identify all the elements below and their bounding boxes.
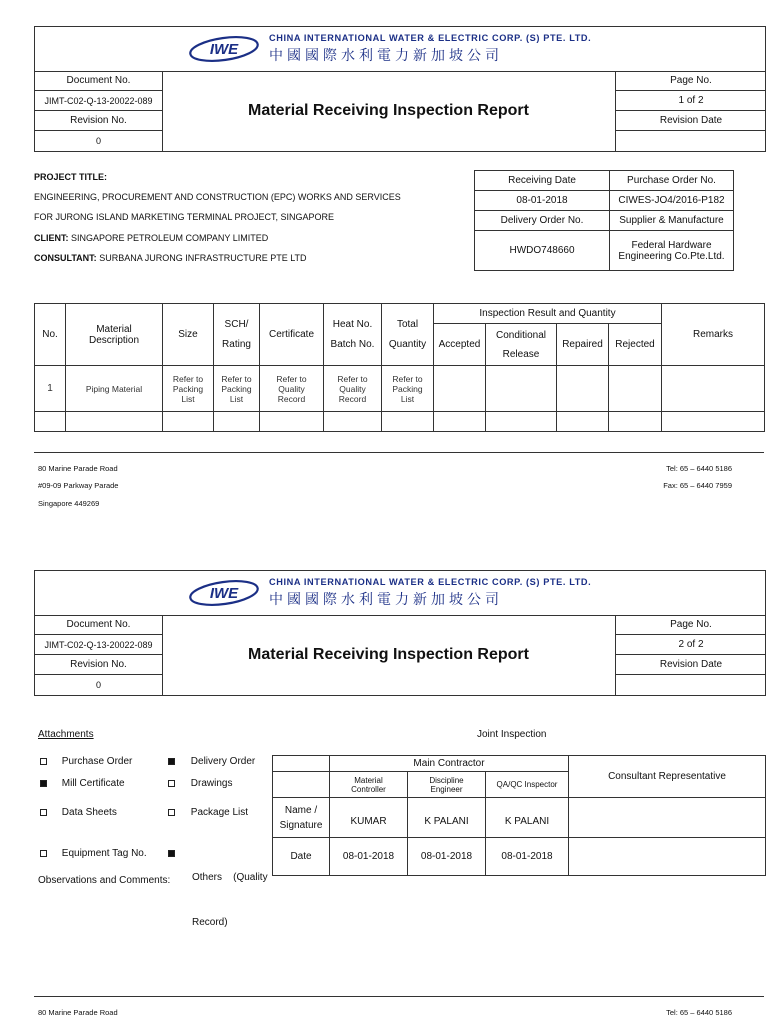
ji-name-signature-label: [273, 798, 330, 838]
col-cond-line1: Conditional: [495, 329, 547, 341]
col-sch-rating: [214, 304, 260, 366]
ji-date-de: 08-01-2018: [408, 838, 486, 876]
attachment-drawings: [168, 778, 232, 789]
attachment-label: Purchase Order: [61, 756, 133, 767]
col-conditional-release: [486, 324, 557, 366]
client-line: [34, 233, 268, 243]
row2-no: [35, 412, 66, 432]
company-logo: [187, 35, 261, 63]
checkbox-icon: [40, 850, 47, 857]
row1-cert-l2: Quality: [278, 383, 305, 394]
row1-size: [163, 366, 214, 412]
page1-header: [34, 26, 766, 152]
attachment-package-list: [168, 807, 248, 818]
report-title: Material Receiving Inspection Report: [248, 102, 529, 119]
company-name-cn: 中國國際水利電力新加坡公司: [269, 48, 503, 64]
col-total-line2: Quantity: [388, 338, 427, 350]
rev-no-label: Revision No.: [35, 111, 162, 131]
others-line-2: Record): [192, 917, 228, 928]
ji-date-label: Date: [273, 838, 330, 876]
col-size: Size: [163, 304, 214, 366]
doc-info-left: [35, 615, 163, 695]
checkbox-icon: [40, 758, 47, 765]
row2-rejected: [609, 412, 662, 432]
row1-total: [382, 366, 434, 412]
doc-no-label: Document No.: [35, 71, 162, 91]
rev-date: [616, 675, 766, 695]
row1-sch-l2: Packing: [221, 383, 252, 394]
row1-remarks: [662, 366, 765, 412]
row2-total: [382, 412, 434, 432]
col-total-line1: Total: [396, 318, 419, 330]
row1-heat: [324, 366, 382, 412]
row1-no: 1: [35, 366, 66, 412]
checkbox-checked-icon: [40, 780, 47, 787]
checkbox-checked-icon: [168, 758, 175, 765]
row1-rejected: [609, 366, 662, 412]
attachment-equipment-tag: [40, 848, 147, 859]
page-no-label: Page No.: [616, 71, 766, 91]
col-heat-batch: [324, 304, 382, 366]
col-remarks: Remarks: [662, 304, 765, 366]
client-value: SINGAPORE PETROLEUM COMPANY LIMITED: [71, 233, 269, 243]
receiving-date-label: Receiving Date: [475, 171, 610, 191]
row1-heat-l1: Refer to: [337, 373, 368, 384]
doc-info-right: [615, 71, 766, 151]
attachment-label: Package List: [190, 807, 249, 818]
col-inspection-group: Inspection Result and Quantity: [434, 304, 662, 324]
row2-heat: [324, 412, 382, 432]
ji-de-line2: Engineer: [430, 784, 463, 794]
purchase-order-no: CIWES-JO4/2016-P182: [610, 191, 734, 211]
ji-date-mc: 08-01-2018: [330, 838, 408, 876]
receiving-info-table: [474, 170, 734, 271]
attachment-label: Delivery Order: [190, 756, 256, 767]
attachment-label: Drawings: [190, 778, 233, 789]
row2-remarks: [662, 412, 765, 432]
company-logo: [187, 579, 261, 607]
joint-inspection-label: Joint Inspection: [477, 729, 547, 740]
delivery-order-label: Delivery Order No.: [475, 211, 610, 231]
consultant-label: CONSULTANT:: [34, 253, 97, 263]
row1-sch-l1: Refer to: [221, 373, 252, 384]
row1-size-l2: Packing: [172, 383, 204, 394]
observations-label: Observations and Comments:: [38, 875, 171, 886]
delivery-order-no: HWDO748660: [475, 231, 610, 271]
footer-address-2: #09-09 Parkway Parade: [38, 481, 119, 490]
doc-no-label: Document No.: [35, 615, 162, 635]
project-line-1: ENGINEERING, PROCUREMENT AND CONSTRUCTION (EPC) WORKS AND SERVICES: [34, 192, 401, 202]
ji-name-consultant: [569, 798, 766, 838]
footer-address-1: 80 Marine Parade Road: [38, 464, 118, 473]
company-name-en: CHINA INTERNATIONAL WATER & ELECTRIC CORP. (S) PTE. LTD.: [269, 577, 592, 587]
rev-no-label: Revision No.: [35, 655, 162, 675]
row2-conditional: [486, 412, 557, 432]
col-certificate: Certificate: [260, 304, 324, 366]
doc-no: JIMT-C02-Q-13-20022-089: [35, 635, 162, 655]
ji-consultant-rep: Consultant Representative: [569, 756, 766, 798]
col-desc-line1: Material: [96, 323, 132, 335]
attachment-data-sheets: [40, 807, 117, 818]
col-sch-line2: Rating: [222, 338, 251, 350]
checkbox-icon: [168, 809, 175, 816]
page-no: 1 of 2: [616, 91, 766, 111]
footer-address-1: 80 Marine Parade Road: [38, 1008, 118, 1017]
attachment-label: Data Sheets: [61, 807, 117, 818]
ji-mc-line2: Controller: [351, 784, 386, 794]
row1-size-l1: Refer to: [172, 373, 204, 384]
attachment-others-label: [192, 840, 268, 945]
row1-cert: [260, 366, 324, 412]
receiving-date: 08-01-2018: [475, 191, 610, 211]
col-desc-line2: Description: [88, 334, 140, 346]
joint-inspection-table: [272, 755, 766, 876]
ji-material-controller: [330, 772, 408, 798]
attachment-purchase-order: [40, 756, 132, 767]
company-name-en: CHINA INTERNATIONAL WATER & ELECTRIC CORP. (S) PTE. LTD.: [269, 33, 592, 43]
ji-date-consultant: [569, 838, 766, 876]
footer-divider: [34, 452, 764, 453]
footer-divider: [34, 996, 764, 997]
attachments-label: Attachments: [38, 729, 94, 740]
rev-no: 0: [95, 680, 101, 690]
attachment-delivery-order: [168, 756, 255, 767]
col-heat-line2: Batch No.: [330, 338, 375, 350]
purchase-order-label: Purchase Order No.: [610, 171, 734, 191]
attachment-label: Equipment Tag No.: [61, 848, 147, 859]
supplier-line-2: Engineering Co.Pte.Ltd.: [618, 250, 725, 262]
footer-fax: Fax: 65 – 6440 7959: [663, 481, 732, 490]
supplier-label: Supplier & Manufacture: [610, 211, 734, 231]
ji-corner: [273, 756, 330, 772]
row2-repaired: [557, 412, 609, 432]
consultant-line: [34, 253, 307, 263]
ji-name-mc: KUMAR: [330, 798, 408, 838]
row1-description: Piping Material: [66, 366, 163, 412]
page-no-label: Page No.: [616, 615, 766, 635]
company-name-cn: 中國國際水利電力新加坡公司: [269, 592, 503, 608]
checkbox-icon: [40, 809, 47, 816]
row2-accepted: [434, 412, 486, 432]
page-no: 2 of 2: [616, 635, 766, 655]
page2-header: [34, 570, 766, 696]
others-line-1: Others (Quality: [192, 872, 268, 883]
row1-conditional: [486, 366, 557, 412]
row2-desc: [66, 412, 163, 432]
ji-mc-line1: Material: [354, 775, 383, 785]
col-repaired: Repaired: [557, 324, 609, 366]
ji-discipline-engineer: [408, 772, 486, 798]
client-label: CLIENT:: [34, 233, 69, 243]
row2-size: [163, 412, 214, 432]
rev-no: 0: [95, 136, 101, 146]
company-banner: [35, 571, 765, 616]
inspection-table: [34, 303, 765, 432]
row1-heat-l2: Quality: [339, 383, 366, 394]
footer-address-3: Singapore 449269: [38, 499, 100, 508]
col-total-qty: [382, 304, 434, 366]
project-line-2: FOR JURONG ISLAND MARKETING TERMINAL PROJECT, SINGAPORE: [34, 212, 335, 222]
consultant-value: SURBANA JURONG INFRASTRUCTURE PTE LTD: [99, 253, 307, 263]
col-rejected: Rejected: [609, 324, 662, 366]
col-no: No.: [35, 304, 66, 366]
rev-date: [616, 131, 766, 151]
row1-sch-l3: List: [229, 393, 244, 404]
ji-date-qa: 08-01-2018: [486, 838, 569, 876]
row1-total-l2: Packing: [392, 383, 423, 394]
supplier-name: [610, 231, 734, 271]
table-row: [35, 412, 765, 432]
col-description: [66, 304, 163, 366]
row1-heat-l3: Record: [338, 393, 367, 404]
ji-name-qa: K PALANI: [486, 798, 569, 838]
row2-cert: [260, 412, 324, 432]
row1-sch: [214, 366, 260, 412]
ji-main-contractor: Main Contractor: [330, 756, 569, 772]
table-row: [35, 366, 765, 412]
checkbox-icon: [168, 780, 175, 787]
footer-tel: Tel: 65 – 6440 5186: [666, 464, 732, 473]
doc-no: JIMT-C02-Q-13-20022-089: [35, 91, 162, 111]
ji-qaqc-inspector: QA/QC Inspector: [486, 772, 569, 798]
ji-ns-line2: Signature: [279, 819, 323, 831]
row1-cert-l1: Refer to: [276, 373, 307, 384]
attachment-label: Mill Certificate: [61, 778, 125, 789]
col-heat-line1: Heat No.: [332, 318, 373, 330]
row1-size-l3: List: [181, 393, 195, 404]
ji-de-line1: Discipline: [429, 775, 464, 785]
rev-date-label: Revision Date: [616, 655, 766, 675]
row1-total-l3: List: [400, 393, 415, 404]
project-title-label: PROJECT TITLE:: [34, 172, 108, 182]
doc-info-right: [615, 615, 766, 695]
ji-blank: [273, 772, 330, 798]
col-accepted: Accepted: [434, 324, 486, 366]
col-cond-line2: Release: [502, 348, 540, 360]
svg-text:IWE: IWE: [209, 41, 239, 58]
attachment-mill-certificate: [40, 778, 125, 789]
svg-text:IWE: IWE: [209, 585, 239, 602]
row1-total-l1: Refer to: [392, 373, 423, 384]
footer-tel: Tel: 65 – 6440 5186: [666, 1008, 732, 1017]
row1-cert-l3: Record: [277, 393, 306, 404]
row1-repaired: [557, 366, 609, 412]
checkbox-checked-icon: [168, 850, 175, 857]
doc-info-left: [35, 71, 163, 151]
ji-name-de: K PALANI: [408, 798, 486, 838]
company-banner: [35, 27, 765, 72]
ji-ns-line1: Name /: [284, 804, 318, 816]
row1-accepted: [434, 366, 486, 412]
col-sch-line1: SCH/: [224, 318, 249, 330]
supplier-line-1: Federal Hardware: [631, 239, 712, 251]
attachment-others: [168, 848, 175, 859]
report-title: Material Receiving Inspection Report: [248, 646, 529, 663]
row2-sch: [214, 412, 260, 432]
rev-date-label: Revision Date: [616, 111, 766, 131]
